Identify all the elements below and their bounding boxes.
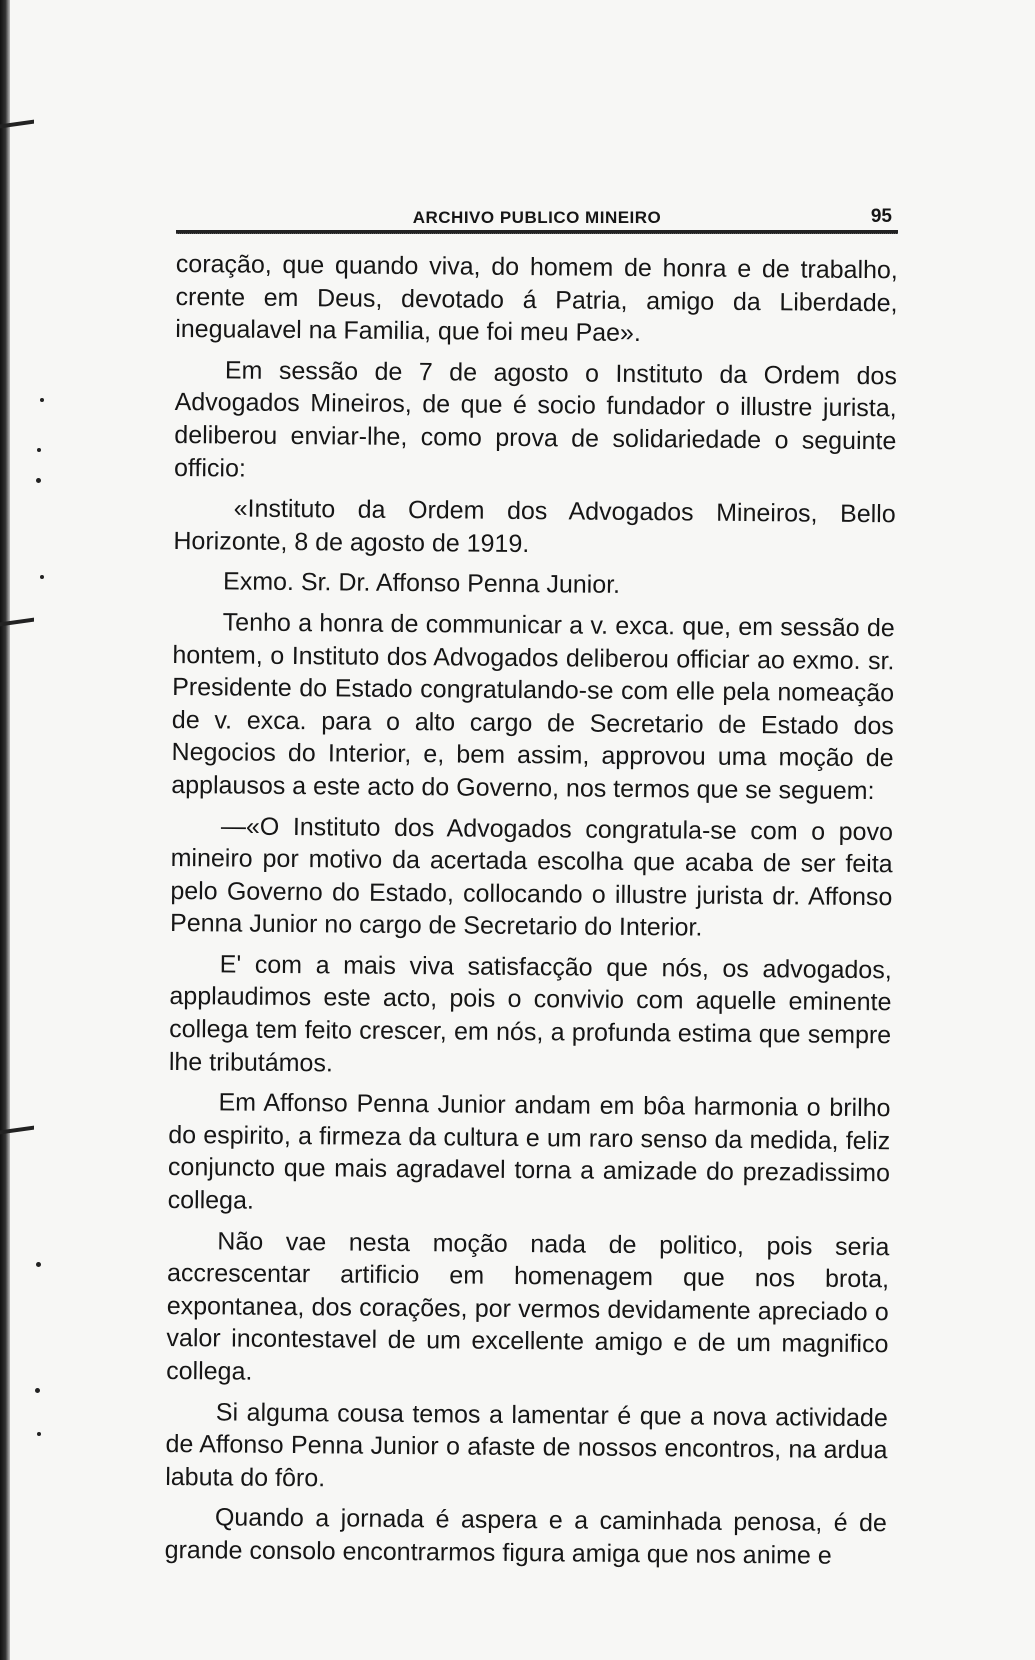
paragraph: Quando a jornada é aspera e a caminhada penosa, é de grande consolo encontrarmos figura amiga que nos anime e (164, 1503, 888, 1570)
paragraph: Em sessão de 7 de agosto o Instituto da Ordem dos Advogados Mineiros, de que é socio fundador o illustre jurista, deliberou enviar-lhe, como prova de solidariedade o seguinte officio: (173, 356, 898, 483)
margin-speck (40, 575, 44, 579)
paragraph: coração, que quando viva, do homem de honra e de trabalho, crente em Deus, devotado á Patria, amigo da Liberdade, inegualavel na Familia, que foi meu Pae». (175, 249, 898, 348)
margin-speck (35, 1388, 40, 1393)
page-body (164, 248, 897, 1573)
page-number: 95 (870, 206, 892, 227)
book-binding-edge (0, 0, 10, 1660)
paragraph: Tenho a honra de communicar a v. exca. que, em sessão de hontem, o Instituto dos Advogados deliberou officiar ao exmo. sr. Presidente do Estado congratulando-se com elle pela nomeação de v. exca. para o alto cargo de Secretario de Estado dos Negocios do Interior, e, bem assim, approvou uma moção de applausos a este acto do Governo, nos termos que se seguem: (171, 608, 895, 806)
running-header-title: ARCHIVO PUBLICO MINEIRO (412, 208, 662, 227)
margin-speck (36, 1262, 41, 1267)
paragraph: Não vae nesta moção nada de politico, pois seria accrescentar artificio em homenagem que nos brota, expontanea, dos corações, por vermos devidamente apreciado o valor incontestavel de um excellente amigo e de um magnifico collega. (166, 1227, 890, 1386)
paragraph: Em Affonso Penna Junior andam em bôa harmonia o brilho do espirito, a firmeza da cultura e um raro senso da medida, feliz conjuncto que mais agradavel torna a amizade do prezadissimo collega. (167, 1088, 891, 1215)
margin-speck (37, 448, 41, 452)
paragraph: Si alguma cousa temos a lamentar é que a nova actividade de Affonso Penna Junior o afaste de nossos encontros, na ardua labuta do fôro. (165, 1397, 888, 1493)
margin-speck (37, 1432, 41, 1436)
paragraph: E' com a mais viva satisfacção que nós, os advogados, applaudimos este acto, pois o convivio com aquelle eminente collega tem feito crescer, em nós, a profunda estima que sempre lhe tributámos. (168, 950, 892, 1078)
header-rule (176, 230, 898, 234)
margin-speck (36, 478, 41, 483)
paragraph: Exmo. Sr. Dr. Affonso Penna Junior. (222, 567, 621, 600)
paragraph: —«O Instituto dos Advogados congratula-se com o povo mineiro por motivo da acertada escolha que acaba de ser feita pelo Governo do Estado, collocando o illustre jurista dr. Affonso Penna Junior no cargo de Secretario do Interior. (169, 811, 894, 942)
book-page (164, 180, 898, 1575)
running-header (176, 180, 898, 230)
paragraph: «Instituto da Ordem dos Advogados Mineiros, Bello Horizonte, 8 de agosto de 1919. (173, 494, 896, 558)
margin-speck (40, 398, 44, 402)
